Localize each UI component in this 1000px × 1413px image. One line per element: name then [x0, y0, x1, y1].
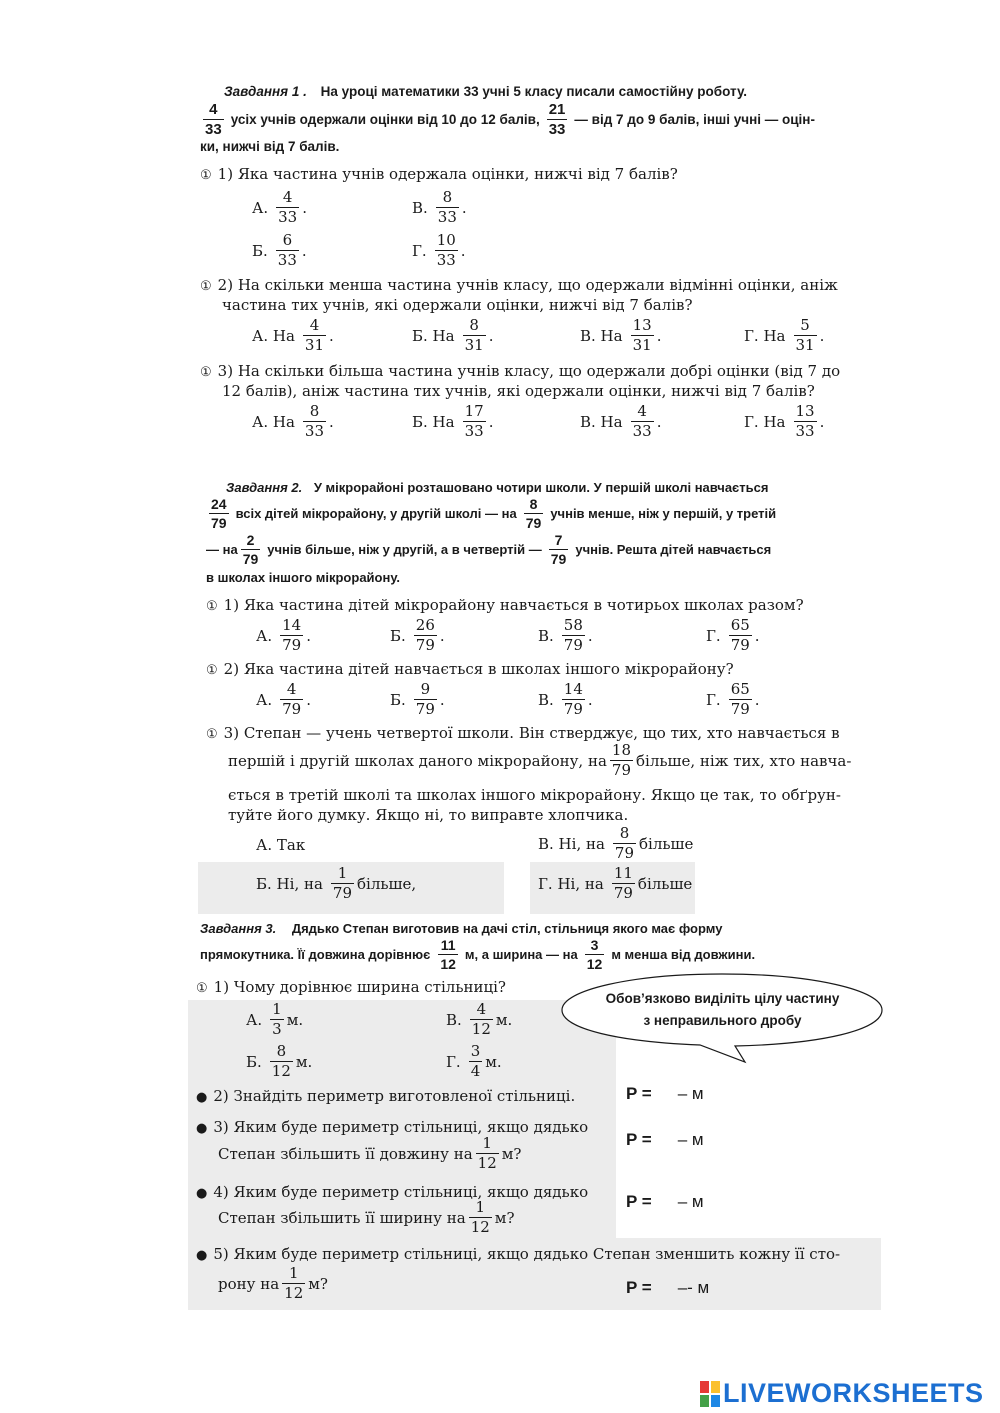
task2-q1	[206, 596, 804, 614]
task3-q5	[196, 1245, 840, 1263]
task3-q3	[196, 1118, 588, 1136]
hint-speech-bubble	[560, 972, 885, 1064]
task2-q3-option-g[interactable]: Г. Ні, на $\frac{11}{79}$ більше	[538, 864, 693, 902]
task1-q3-option-v[interactable]: В. На $\frac{4}{33}$ .	[580, 402, 662, 440]
speech-bubble-icon: ●	[196, 1121, 208, 1136]
question-text: 3) На скільки більша частина учнів класу, що одержали добрі оцінки (від 7 до	[217, 362, 841, 380]
question-text: 1) Чому дорівнює ширина стільниці?	[213, 978, 506, 996]
answer-field-perimeter-decrease[interactable]: P = –- м	[626, 1278, 710, 1297]
task1-q2-option-g[interactable]: Г. На $\frac{5}{31}$ .	[744, 316, 825, 354]
question-text: 3) Яким буде периметр стільниці, якщо дядько	[213, 1118, 589, 1136]
task1-q3-option-b[interactable]: Б. На $\frac{17}{33}$ .	[412, 402, 494, 440]
task1-q2-option-v[interactable]: В. На $\frac{13}{31}$ .	[580, 316, 662, 354]
task2-q1-option-b[interactable]: Б. $\frac{26}{79}$ .	[390, 616, 445, 654]
task2-q3-line2: першій і другій школах даного мікрорайону, на $\frac{18}{79}$ більше, ніж тих, хто навча-	[228, 741, 852, 779]
task1-q1-option-g[interactable]: Г. $\frac{10}{33}$ .	[412, 231, 466, 269]
question-text: 2) Знайдіть периметр виготовленої стільниці.	[213, 1087, 576, 1105]
circle-one-icon: ①	[206, 663, 218, 678]
task3-q1-option-a[interactable]: А. $\frac{1}{3}$ м.	[246, 1000, 304, 1038]
answer-field-perimeter-length[interactable]: P = – м	[626, 1130, 704, 1149]
task2-q2	[206, 660, 734, 678]
task2-q2-option-a[interactable]: А. $\frac{4}{79}$ .	[256, 680, 312, 718]
task2-q1-option-g[interactable]: Г. $\frac{65}{79}$ .	[706, 616, 760, 654]
task3-q5-line2: рону на $\frac{1}{12}$ м?	[218, 1264, 328, 1302]
task1-title: Завдання 1 .	[224, 84, 307, 99]
task2-q3	[206, 724, 840, 742]
task2-q1-option-a[interactable]: А. $\frac{14}{79}$ .	[256, 616, 312, 654]
task1-text-b: усіх учнів одержали оцінки від 10 до 12 балів,	[230, 112, 540, 127]
task2-title: Завдання 2.	[226, 480, 303, 495]
circle-one-icon: ①	[200, 279, 212, 294]
task3-q2	[196, 1087, 575, 1105]
task1-header	[224, 84, 747, 99]
task2-header	[226, 480, 768, 495]
task1-q1-option-a[interactable]: А. $\frac{4}{33}$ .	[252, 188, 308, 226]
task3-q1-option-v[interactable]: В. $\frac{4}{12}$ м.	[446, 1000, 513, 1038]
task1-line2	[200, 102, 815, 137]
task3-q1-option-b[interactable]: Б. $\frac{8}{12}$ м.	[246, 1042, 313, 1080]
question-text: 3) Степан — учень четвертої школи. Він стверджує, що тих, хто навчається в	[223, 724, 840, 742]
speech-bubble-icon: ●	[196, 1248, 208, 1263]
hint-line-1: Обов’язково виділіть цілу частину	[605, 991, 840, 1006]
task2-q2-option-b[interactable]: Б. $\frac{9}{79}$ .	[390, 680, 445, 718]
hint-line-2: з неправильного дробу	[643, 1013, 802, 1028]
task2-line2: $\frac{24}{79}$ всіх дітей мікрорайону, у другій школі — на $\frac{8}{79}$ учнів менше, ніж у першій, у третій	[211, 496, 777, 531]
task2-text-a: У мікрорайоні розташовано чотири школи. У першій школі навчається	[313, 480, 769, 495]
task1-text-c: — від 7 до 9 балів, інші учні — оцін-	[574, 112, 815, 127]
task3-title: Завдання 3.	[200, 921, 277, 936]
task3-line2: прямокутника. Її довжина дорівнює $\frac{11}{12}$ м, а ширина — на $\frac{3}{12}$ м менша від довжини.	[200, 937, 756, 972]
task1-q2-line2: частина тих учнів, які одержали оцінки, нижчі від 7 балів?	[222, 296, 693, 314]
circle-one-icon: ①	[206, 599, 218, 614]
circle-one-icon: ①	[196, 981, 208, 996]
answer-field-perimeter[interactable]: P = – м	[626, 1084, 704, 1103]
task3-q1-option-g[interactable]: Г. $\frac{3}{4}$ м.	[446, 1042, 502, 1080]
task2-q1-option-v[interactable]: В. $\frac{58}{79}$ .	[538, 616, 593, 654]
task2-line3: — на $\frac{2}{79}$ учнів більше, ніж у другій, а в четвертій — $\frac{7}{79}$ учнів. Решта дітей навчається	[206, 532, 772, 567]
task1-text-d: ки, нижчі від 7 балів.	[200, 139, 340, 154]
task3-header	[200, 921, 722, 936]
task1-q1-option-b[interactable]: Б. $\frac{6}{33}$ .	[252, 231, 307, 269]
question-text: 4) Яким буде периметр стільниці, якщо дядько	[213, 1183, 589, 1201]
question-text: 5) Яким буде периметр стільниці, якщо дядько Степан зменшить кожну її сто-	[213, 1245, 841, 1263]
task1-fraction-excellent: $\frac{4}{33}$	[205, 101, 222, 138]
task1-q2	[200, 276, 838, 294]
logo-text: LIVEWORKSHEETS	[723, 1378, 984, 1408]
question-text: 2) На скільки менша частина учнів класу, що одержали відмінні оцінки, аніж	[217, 276, 838, 294]
task1-text: На уроці математики 33 учні 5 класу писали самостійну роботу.	[320, 84, 748, 99]
task3-q4-line2: Степан збільшить її ширину на $\frac{1}{12}$ м?	[218, 1198, 515, 1236]
task3-q4	[196, 1183, 588, 1201]
speech-bubble-icon: ●	[196, 1090, 208, 1105]
task2-q3-option-b[interactable]: Б. Ні, на $\frac{1}{79}$ більше,	[256, 864, 417, 902]
circle-one-icon: ①	[200, 365, 212, 380]
speech-bubble-icon: ●	[196, 1186, 208, 1201]
task1-q3-option-a[interactable]: А. На $\frac{8}{33}$ .	[252, 402, 334, 440]
task2-q3-option-a[interactable]: А. Так	[256, 836, 306, 854]
question-text: 1) Яка частина дітей мікрорайону навчається в чотирьох школах разом?	[223, 596, 804, 614]
task1-q1	[200, 165, 678, 183]
task2-q2-option-v[interactable]: В. $\frac{14}{79}$ .	[538, 680, 593, 718]
task1-q3	[200, 362, 840, 380]
task1-q3-line2: 12 балів), аніж частина тих учнів, які одержали оцінки, нижчі від 7 балів?	[222, 382, 815, 400]
task3-text-a: Дядько Степан виготовив на дачі стіл, стільниця якого має форму	[291, 921, 723, 936]
task2-q3-line3: ється в третій школі та школах іншого мікрорайону. Якщо це так, то обґрун-	[228, 786, 841, 804]
liveworksheets-logo	[700, 1378, 984, 1409]
question-text: 2) Яка частина дітей навчається в школах іншого мікрорайону?	[223, 660, 734, 678]
task2-q2-option-g[interactable]: Г. $\frac{65}{79}$ .	[706, 680, 760, 718]
task1-q1-option-v[interactable]: В. $\frac{8}{33}$ .	[412, 188, 467, 226]
task2-q3-option-v[interactable]: В. Ні, на $\frac{8}{79}$ більше	[538, 824, 694, 862]
task1-q2-option-a[interactable]: А. На $\frac{4}{31}$ .	[252, 316, 334, 354]
task3-q3-line2: Степан збільшить її довжину на $\frac{1}{12}$ м?	[218, 1134, 522, 1172]
logo-mark-icon	[700, 1381, 720, 1407]
task1-q2-option-b[interactable]: Б. На $\frac{8}{31}$ .	[412, 316, 494, 354]
circle-one-icon: ①	[206, 727, 218, 742]
task2-line4: в школах іншого мікрорайону.	[206, 570, 401, 585]
task2-q3-line4: туйте його думку. Якщо ні, то виправте хлопчика.	[228, 806, 629, 824]
circle-one-icon: ①	[200, 168, 212, 183]
task1-fraction-good: $\frac{21}{33}$	[548, 101, 566, 138]
answer-field-perimeter-width[interactable]: P = – м	[626, 1192, 704, 1211]
question-text: 1) Яка частина учнів одержала оцінки, нижчі від 7 балів?	[217, 165, 678, 183]
task3-q1	[196, 978, 506, 996]
task1-q3-option-g[interactable]: Г. На $\frac{13}{33}$ .	[744, 402, 825, 440]
